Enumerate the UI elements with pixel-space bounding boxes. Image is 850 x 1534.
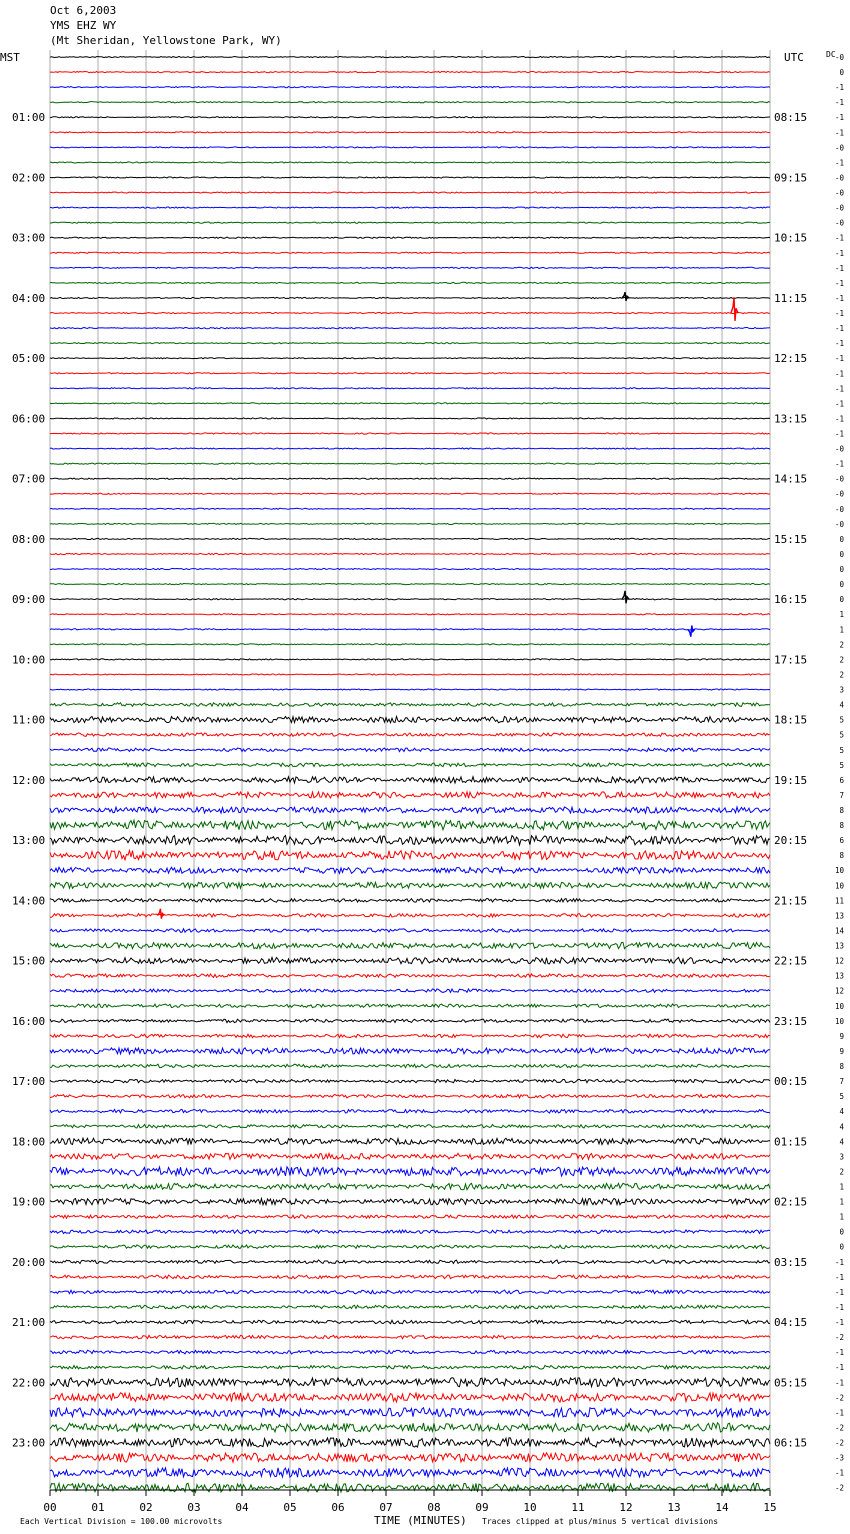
dc-offset-value: 9 <box>839 1046 844 1056</box>
utc-hour-label: 02:15 <box>774 1195 808 1209</box>
dc-offset-value: 7 <box>839 1077 844 1087</box>
seismic-trace <box>50 207 770 208</box>
seismic-trace <box>50 1125 770 1129</box>
mst-hour-label: 02:00 <box>12 171 46 185</box>
dc-offset-value: 10 <box>834 881 844 891</box>
seismic-trace <box>50 851 770 860</box>
utc-hour-label: 05:15 <box>774 1376 808 1390</box>
seismic-trace <box>50 1215 770 1219</box>
utc-hour-label: 15:15 <box>774 532 808 546</box>
mst-hour-label: 14:00 <box>12 894 46 908</box>
dc-offset-value: -1 <box>834 414 844 424</box>
x-tick-label: 05 <box>283 1501 297 1514</box>
dc-offset-value: 8 <box>839 1062 844 1072</box>
seismic-event <box>157 909 164 919</box>
seismic-trace <box>50 102 770 103</box>
utc-hour-label: 08:15 <box>774 111 808 125</box>
dc-offset-value: 5 <box>839 1092 844 1102</box>
seismic-trace <box>50 1275 770 1279</box>
seismic-trace <box>50 282 770 283</box>
seismic-trace <box>50 1305 770 1309</box>
dc-offset-value: 9 <box>839 1031 844 1041</box>
dc-offset-value: -1 <box>834 429 844 439</box>
mst-hour-label: 10:00 <box>12 653 46 667</box>
seismic-trace <box>50 418 770 419</box>
seismic-trace <box>50 644 770 645</box>
mst-hour-label: 05:00 <box>12 352 46 366</box>
dc-offset-value: -1 <box>834 1363 844 1373</box>
x-tick-label: 14 <box>715 1501 729 1514</box>
seismic-trace <box>50 792 770 798</box>
seismic-trace <box>50 553 770 554</box>
seismic-trace <box>50 1378 770 1387</box>
dc-offset-value: -1 <box>834 1287 844 1297</box>
dc-offset-value: 8 <box>839 821 844 831</box>
utc-hour-label: 09:15 <box>774 171 808 185</box>
dc-offset-value: -2 <box>834 1438 844 1448</box>
seismic-trace <box>50 252 770 253</box>
dc-offset-value: -1 <box>834 1302 844 1312</box>
seismic-trace <box>50 689 770 690</box>
utc-hour-label: 20:15 <box>774 834 808 848</box>
dc-offset-value: 0 <box>839 549 844 559</box>
seismic-event <box>688 626 695 637</box>
dc-offset-value: -1 <box>834 98 844 108</box>
dc-offset-value: -1 <box>834 1378 844 1388</box>
seismic-trace <box>50 733 770 737</box>
seismic-trace <box>50 867 770 873</box>
mst-hour-label: 12:00 <box>12 773 46 787</box>
dc-offset-value: -1 <box>834 1408 844 1418</box>
utc-hour-label: 06:15 <box>774 1436 808 1450</box>
seismic-trace <box>50 614 770 615</box>
dc-offset-value: -1 <box>834 293 844 303</box>
mst-hour-label: 11:00 <box>12 713 46 727</box>
dc-offset-value: 10 <box>834 1001 844 1011</box>
seismic-trace <box>50 1468 770 1477</box>
utc-hour-label: 14:15 <box>774 472 808 486</box>
dc-offset-value: -1 <box>834 1348 844 1358</box>
seismic-trace <box>50 1138 770 1144</box>
mst-hour-label: 19:00 <box>12 1195 46 1209</box>
dc-offset-value: 12 <box>834 956 844 966</box>
dc-offset-value: 4 <box>839 1122 844 1132</box>
mst-hour-label: 09:00 <box>12 593 46 607</box>
seismic-trace <box>50 1290 770 1294</box>
dc-offset-value: 0 <box>839 1227 844 1237</box>
seismic-trace <box>50 358 770 359</box>
dc-offset-value: 5 <box>839 730 844 740</box>
mst-hour-label: 21:00 <box>12 1316 46 1330</box>
mst-hour-label: 22:00 <box>12 1376 46 1390</box>
dc-label: DC <box>826 50 836 59</box>
dc-offset-value: 1 <box>839 1197 844 1207</box>
seismic-trace <box>50 463 770 464</box>
clip-footer-note: Traces clipped at plus/minus 5 vertical divisions <box>482 1517 719 1526</box>
seismic-trace <box>50 1408 770 1417</box>
seismic-trace <box>50 1350 770 1354</box>
seismic-trace <box>50 1079 770 1083</box>
dc-offset-value: 6 <box>839 836 844 846</box>
seismic-trace <box>50 1245 770 1249</box>
dc-offset-value: 7 <box>839 790 844 800</box>
seismic-trace <box>50 373 770 374</box>
seismic-trace <box>50 1019 770 1023</box>
x-tick-label: 06 <box>331 1501 345 1514</box>
dc-offset-value: -0 <box>834 504 844 514</box>
scale-footer-note: Each Vertical Division = 100.00 microvolts <box>20 1517 223 1526</box>
dc-offset-value: 0 <box>839 534 844 544</box>
seismic-trace <box>50 523 770 524</box>
dc-offset-value: 8 <box>839 851 844 861</box>
utc-hour-label: 10:15 <box>774 231 808 245</box>
x-tick-label: 12 <box>619 1501 633 1514</box>
seismic-event <box>622 292 629 301</box>
mst-hour-label: 15:00 <box>12 954 46 968</box>
dc-offset-value: -1 <box>834 369 844 379</box>
seismic-trace <box>50 1109 770 1113</box>
seismic-trace <box>50 584 770 585</box>
dc-offset-value: -2 <box>834 1483 844 1493</box>
dc-offset-value: -0 <box>834 489 844 499</box>
dc-offset-value: -0 <box>834 218 844 228</box>
dc-offset-value: -1 <box>834 113 844 123</box>
seismic-trace <box>50 1453 770 1462</box>
utc-hour-label: 16:15 <box>774 593 808 607</box>
seismic-trace <box>50 177 770 178</box>
utc-hour-label: 18:15 <box>774 713 808 727</box>
dc-offset-value: 12 <box>834 986 844 996</box>
seismic-trace <box>50 717 770 723</box>
dc-offset-value: 4 <box>839 1107 844 1117</box>
dc-offset-value: -1 <box>834 278 844 288</box>
utc-hour-label: 03:15 <box>774 1255 808 1269</box>
dc-offset-value: 1 <box>839 625 844 635</box>
dc-offset-value: -1 <box>834 309 844 319</box>
dc-offset-value: 0 <box>839 1242 844 1252</box>
utc-hour-label: 13:15 <box>774 412 808 426</box>
mst-hour-label: 01:00 <box>12 111 46 125</box>
seismic-trace <box>50 974 770 978</box>
utc-hour-label: 23:15 <box>774 1014 808 1028</box>
seismic-trace <box>50 942 770 948</box>
dc-offset-value: 2 <box>839 1167 844 1177</box>
seismic-trace <box>50 56 770 57</box>
dc-offset-value: -0 <box>834 444 844 454</box>
dc-offset-value: 10 <box>834 1016 844 1026</box>
seismic-trace <box>50 328 770 329</box>
seismic-trace <box>50 957 770 963</box>
seismic-trace <box>50 1483 770 1492</box>
seismic-trace <box>50 162 770 163</box>
dc-offset-value: 5 <box>839 715 844 725</box>
dc-offset-value: 14 <box>834 926 844 936</box>
seismic-trace <box>50 1167 770 1176</box>
seismic-trace <box>50 1335 770 1339</box>
mst-hour-label: 06:00 <box>12 412 46 426</box>
seismic-trace <box>50 297 770 298</box>
dc-offset-value: -1 <box>834 384 844 394</box>
dc-offset-value: -0 <box>834 188 844 198</box>
seismic-trace <box>50 132 770 133</box>
dc-offset-value: 1 <box>839 1182 844 1192</box>
dc-offset-value: -1 <box>834 339 844 349</box>
x-tick-label: 08 <box>427 1501 441 1514</box>
seismic-trace <box>50 1423 770 1432</box>
seismic-trace <box>50 508 770 509</box>
dc-offset-value: 1 <box>839 610 844 620</box>
dc-offset-value: -1 <box>834 324 844 334</box>
dc-offset-value: 4 <box>839 700 844 710</box>
seismic-trace <box>50 989 770 993</box>
utc-hour-label: 04:15 <box>774 1316 808 1330</box>
dc-offset-value: -1 <box>834 233 844 243</box>
dc-offset-value: -1 <box>834 1468 844 1478</box>
utc-hour-label: 17:15 <box>774 653 808 667</box>
seismic-trace <box>50 748 770 752</box>
dc-offset-value: 13 <box>834 941 844 951</box>
dc-offset-value: 3 <box>839 685 844 695</box>
x-tick-label: 01 <box>91 1501 105 1514</box>
dc-offset-value: 0 <box>839 565 844 575</box>
dc-offset-value: 0 <box>839 580 844 590</box>
seismic-trace <box>50 659 770 660</box>
x-tick-label: 09 <box>475 1501 489 1514</box>
x-tick-label: 10 <box>523 1501 537 1514</box>
utc-hour-label: 22:15 <box>774 954 808 968</box>
x-tick-label: 04 <box>235 1501 249 1514</box>
seismic-trace <box>50 71 770 72</box>
dc-offset-value: -3 <box>834 1453 844 1463</box>
seismic-trace <box>50 343 770 344</box>
dc-offset-value: -0 <box>834 474 844 484</box>
seismic-trace <box>50 629 770 630</box>
seismic-trace <box>50 807 770 813</box>
x-tick-label: 03 <box>187 1501 201 1514</box>
seismic-trace <box>50 237 770 238</box>
mst-hour-label: 13:00 <box>12 834 46 848</box>
dc-offset-value: -2 <box>834 1333 844 1343</box>
dc-offset-value: 0 <box>839 68 844 78</box>
seismic-trace <box>50 267 770 268</box>
utc-axis-label: UTC <box>784 51 804 64</box>
seismic-trace <box>50 899 770 903</box>
date-label: Oct 6,2003 <box>50 4 117 17</box>
seismic-trace <box>50 1094 770 1098</box>
seismic-trace <box>50 1260 770 1264</box>
dc-offset-value: -2 <box>834 1423 844 1433</box>
seismic-trace <box>50 568 770 569</box>
seismic-trace <box>50 763 770 767</box>
mst-hour-label: 17:00 <box>12 1075 46 1089</box>
x-tick-label: 15 <box>763 1501 777 1514</box>
dc-offset-value: 6 <box>839 775 844 785</box>
seismic-trace <box>50 1393 770 1402</box>
dc-offset-value: 1 <box>839 1212 844 1222</box>
dc-offset-value: 13 <box>834 971 844 981</box>
dc-offset-value: 8 <box>839 806 844 815</box>
x-tick-label: 13 <box>667 1501 681 1514</box>
seismic-trace <box>50 1230 770 1234</box>
x-tick-label: 02 <box>139 1501 153 1514</box>
seismic-trace <box>50 87 770 88</box>
utc-hour-label: 01:15 <box>774 1135 808 1149</box>
location-label: (Mt Sheridan, Yellowstone Park, WY) <box>50 34 282 47</box>
seismic-event <box>731 297 738 321</box>
utc-hour-label: 12:15 <box>774 352 808 366</box>
seismic-trace <box>50 448 770 449</box>
dc-offset-value: -1 <box>834 83 844 93</box>
seismic-trace <box>50 599 770 600</box>
seismic-trace <box>50 117 770 118</box>
seismic-trace <box>50 703 770 707</box>
mst-hour-label: 20:00 <box>12 1255 46 1269</box>
utc-hour-label: 00:15 <box>774 1075 808 1089</box>
utc-hour-label: 21:15 <box>774 894 808 908</box>
seismic-trace <box>50 433 770 434</box>
seismic-trace <box>50 478 770 479</box>
station-label: YMS EHZ WY <box>50 19 117 32</box>
dc-offset-value: -1 <box>834 1318 844 1328</box>
seismic-trace <box>50 882 770 888</box>
dc-offset-value: -0 <box>834 143 844 153</box>
dc-offset-value: -0 <box>834 53 844 62</box>
x-tick-label: 11 <box>571 1501 585 1514</box>
dc-offset-value: -1 <box>834 399 844 409</box>
seismic-trace <box>50 1034 770 1037</box>
seismic-trace <box>50 312 770 313</box>
seismic-trace <box>50 777 770 783</box>
mst-axis-label: MST <box>0 51 20 64</box>
mst-hour-label: 08:00 <box>12 532 46 546</box>
x-tick-label: 07 <box>379 1501 393 1514</box>
dc-offset-value: 0 <box>839 595 844 605</box>
seismic-trace <box>50 1320 770 1323</box>
dc-offset-value: -1 <box>834 248 844 258</box>
dc-offset-value: -1 <box>834 128 844 138</box>
dc-offset-value: 10 <box>834 866 844 876</box>
seismic-trace <box>50 222 770 223</box>
dc-offset-value: 5 <box>839 745 844 755</box>
seismic-trace <box>50 674 770 675</box>
seismic-trace <box>50 1064 770 1068</box>
dc-offset-value: 3 <box>839 1152 844 1162</box>
seismic-trace <box>50 1438 770 1447</box>
dc-offset-value: -0 <box>834 519 844 529</box>
dc-offset-value: -1 <box>834 158 844 168</box>
seismic-trace <box>50 1199 770 1205</box>
seismic-trace <box>50 403 770 404</box>
mst-hour-label: 03:00 <box>12 231 46 245</box>
mst-hour-label: 07:00 <box>12 472 46 486</box>
seismic-trace <box>50 929 770 933</box>
dc-offset-value: -1 <box>834 1272 844 1282</box>
dc-offset-value: -1 <box>834 459 844 469</box>
seismic-trace <box>50 1365 770 1369</box>
seismic-trace <box>50 493 770 494</box>
seismic-event <box>622 591 629 603</box>
dc-offset-value: 5 <box>839 760 844 770</box>
seismic-trace <box>50 538 770 539</box>
mst-hour-label: 18:00 <box>12 1135 46 1149</box>
dc-offset-value: -0 <box>834 203 844 213</box>
x-axis-title: TIME (MINUTES) <box>374 1514 467 1527</box>
utc-hour-label: 11:15 <box>774 291 808 305</box>
seismic-trace <box>50 1183 770 1189</box>
seismic-trace <box>50 1048 770 1054</box>
seismic-trace <box>50 192 770 193</box>
dc-offset-value: 2 <box>839 670 844 680</box>
dc-offset-value: 13 <box>834 911 844 921</box>
seismic-trace <box>50 388 770 389</box>
mst-hour-label: 23:00 <box>12 1436 46 1450</box>
seismic-trace <box>50 836 770 845</box>
seismic-trace <box>50 1004 770 1008</box>
seismic-trace <box>50 1153 770 1159</box>
seismic-trace <box>50 147 770 148</box>
dc-offset-value: -0 <box>834 173 844 183</box>
utc-hour-label: 19:15 <box>774 773 808 787</box>
dc-offset-value: 4 <box>839 1137 844 1147</box>
x-tick-label: 00 <box>43 1501 57 1514</box>
dc-offset-value: -1 <box>834 354 844 364</box>
dc-offset-value: -1 <box>834 263 844 273</box>
dc-offset-value: 2 <box>839 640 844 650</box>
dc-offset-value: -1 <box>834 1257 844 1267</box>
dc-offset-value: 2 <box>839 655 844 665</box>
dc-offset-value: -2 <box>834 1393 844 1403</box>
mst-hour-label: 16:00 <box>12 1014 46 1028</box>
mst-hour-label: 04:00 <box>12 291 46 305</box>
seismic-trace <box>50 820 770 829</box>
dc-offset-value: 11 <box>834 896 844 906</box>
